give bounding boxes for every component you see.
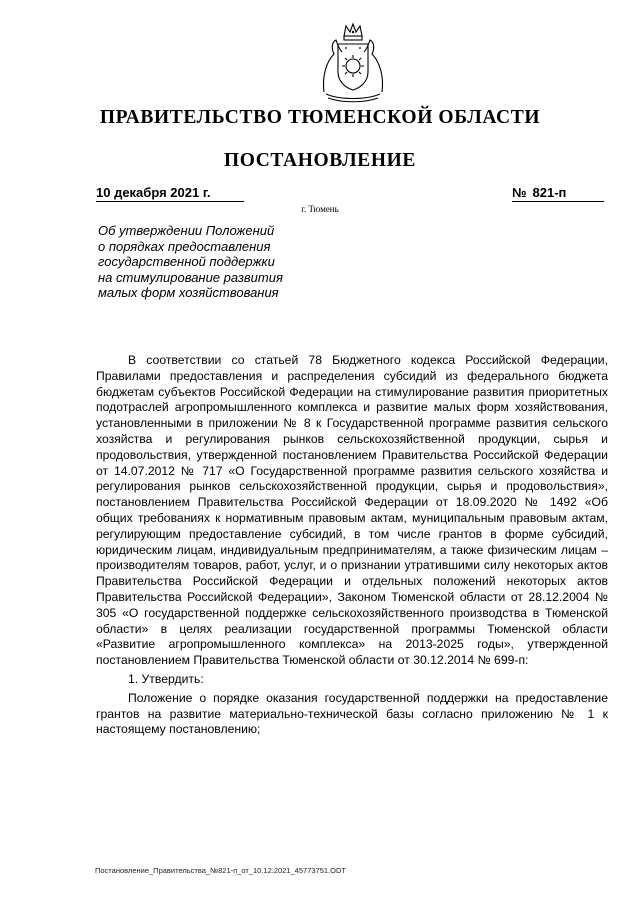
organization-title: ПРАВИТЕЛЬСТВО ТЮМЕНСКОЙ ОБЛАСТИ <box>99 107 541 128</box>
subject-line: малых форм хозяйствования <box>98 285 279 301</box>
document-date: 10 декабря 2021 г. <box>96 185 244 202</box>
subject-line: государственной поддержки <box>98 254 275 270</box>
subject-line: на стимулирование развития <box>98 269 283 285</box>
number-sign: № <box>512 185 527 200</box>
number-value: 821-п <box>532 185 567 200</box>
document-body <box>96 353 608 738</box>
footer-filename: Постановление_Правительства_№821-п_от_10.12.2021_45773751.ODT <box>95 866 346 875</box>
document-subject <box>98 223 338 301</box>
coat-of-arms-emblem <box>316 22 390 104</box>
subject-line: о порядках предоставления <box>98 238 271 254</box>
item-1-paragraph: Положение о порядке оказания государственной поддержки на предоставление грантов на развитие материально-технической базы согласно приложению № 1 к настоящему постановлению; <box>96 690 608 737</box>
document-number <box>512 185 604 202</box>
item-1-heading: 1. Утвердить: <box>128 671 204 686</box>
city-label: г. Тюмень <box>301 204 339 214</box>
preamble-paragraph: В соответствии со статьей 78 Бюджетного кодекса Российской Федерации, Правилами предоставления и распределения субсидий из федерального бюджета бюджетам субъектов Российской Федерации на стимулирование развития приоритетных подотраслей агропромышленного комплекса и развитие малых форм хозяйствования, установленными в приложении № 8 к Государственной программе развития сельского хозяйства и регулирования рынков сельскохозяйственной продукции, сырья и продовольствия, утвержденной постановлением Правительства Российской Федерации от 14.07.2012 № 717 «О Государственной программе развития сельского хозяйства и регулирования рынков сельскохозяйственной продукции, сырья и продовольствия», постановлением Правительства Российской Федерации от 18.09.2020 № 1492 «Об общих требованиях к нормативным правовым актам, муниципальным правовым актам, регулирующим предоставление субсидий, в том числе грантов в форме субсидий, юридическим лицам, индивидуальным предпринимателям, а также физическим лицам – производителям товаров, работ, услуг, и о признании утратившими силу некоторых актов Правительства Российской Федерации и отдельных положений некоторых актов Правительства Российской Федерации», Законом Тюменской области от 28.12.2004 № 305 «О государственной поддержке сельскохозяйственного производства в Тюменской области» в целях реализации государственной программы Тюменской области «Развитие агропромышленного комплекса» на 2013-2025 годы», утвержденной постановлением Правительства Тюменской области от 30.12.2014 № 699-п: <box>96 353 608 668</box>
subject-line: Об утверждении Положений <box>98 223 275 238</box>
document-type-title: ПОСТАНОВЛЕНИЕ <box>223 150 417 171</box>
